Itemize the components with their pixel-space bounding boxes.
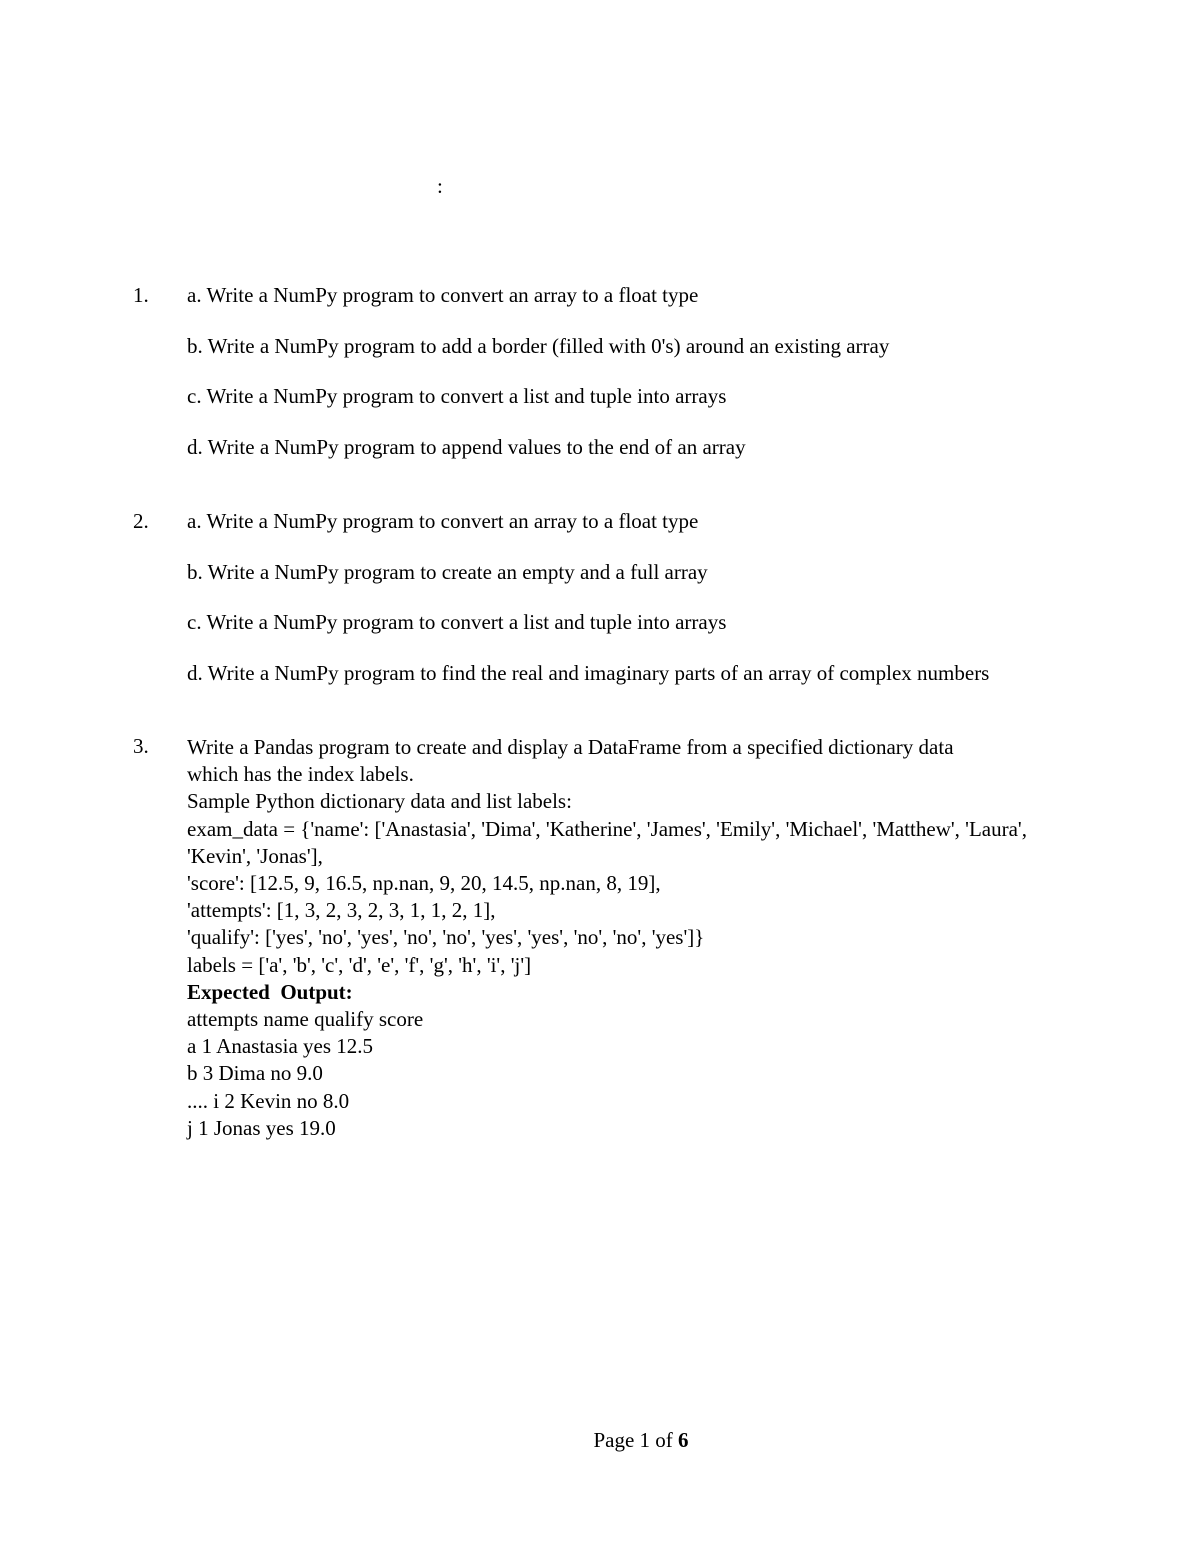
question-1-part-d: d. Write a NumPy program to append values to the end of an array (187, 435, 746, 459)
question-1-part-c: c. Write a NumPy program to convert a list and tuple into arrays (187, 384, 727, 408)
question-3-line: Write a Pandas program to create and display a DataFrame from a specified dictionary data (187, 735, 954, 759)
question-3-line: Sample Python dictionary data and list labels: (187, 789, 572, 814)
output-line: j 1 Jonas yes 19.0 (187, 1115, 336, 1140)
question-3-code-line: 'attempts': [1, 3, 2, 3, 2, 3, 1, 1, 2, 1], (187, 898, 496, 923)
question-3-code-line: 'score': [12.5, 9, 16.5, np.nan, 9, 20, 14.5, np.nan, 8, 19], (187, 871, 661, 896)
question-3-code-line: 'Kevin', 'Jonas'], (187, 843, 323, 868)
output-line: .... i 2 Kevin no 8.0 (187, 1088, 350, 1113)
page-footer (0, 1428, 1200, 1453)
page-number-prefix: Page 1 of (593, 1428, 679, 1452)
question-3-number: 3. (133, 734, 149, 758)
question-3-code-line: labels = ['a', 'b', 'c', 'd', 'e', 'f', 'g', 'h', 'i', 'j'] (187, 952, 532, 977)
page-total: 6 (678, 1428, 689, 1452)
header-mark: : (437, 174, 443, 198)
question-2-part-c: c. Write a NumPy program to convert a list and tuple into arrays (187, 610, 727, 634)
question-2-part-a: a. Write a NumPy program to convert an array to a float type (187, 509, 699, 533)
output-line: a 1 Anastasia yes 12.5 (187, 1034, 374, 1059)
question-2-part-d: d. Write a NumPy program to find the real and imaginary parts of an array of complex numbers (187, 661, 990, 685)
question-2-number: 2. (133, 509, 149, 533)
question-3-body (187, 734, 1147, 1142)
output-line: attempts name qualify score (187, 1007, 424, 1032)
question-3-line: which has the index labels. (187, 762, 414, 787)
expected-output-heading: Expected Output: (187, 979, 353, 1004)
question-1-part-a: a. Write a NumPy program to convert an array to a float type (187, 283, 699, 307)
question-3-code-line: 'qualify': ['yes', 'no', 'yes', 'no', 'no', 'yes', 'yes', 'no', 'no', 'yes']} (187, 925, 705, 950)
output-line: b 3 Dima no 9.0 (187, 1061, 323, 1086)
question-1-number: 1. (133, 283, 149, 307)
question-1-part-b: b. Write a NumPy program to add a border (filled with 0's) around an existing array (187, 334, 890, 358)
question-2-part-b: b. Write a NumPy program to create an empty and a full array (187, 560, 708, 584)
question-3-code-line: exam_data = {'name': ['Anastasia', 'Dima', 'Katherine', 'James', 'Emily', 'Michael', 'Matthew', 'Laura', (187, 816, 1027, 841)
